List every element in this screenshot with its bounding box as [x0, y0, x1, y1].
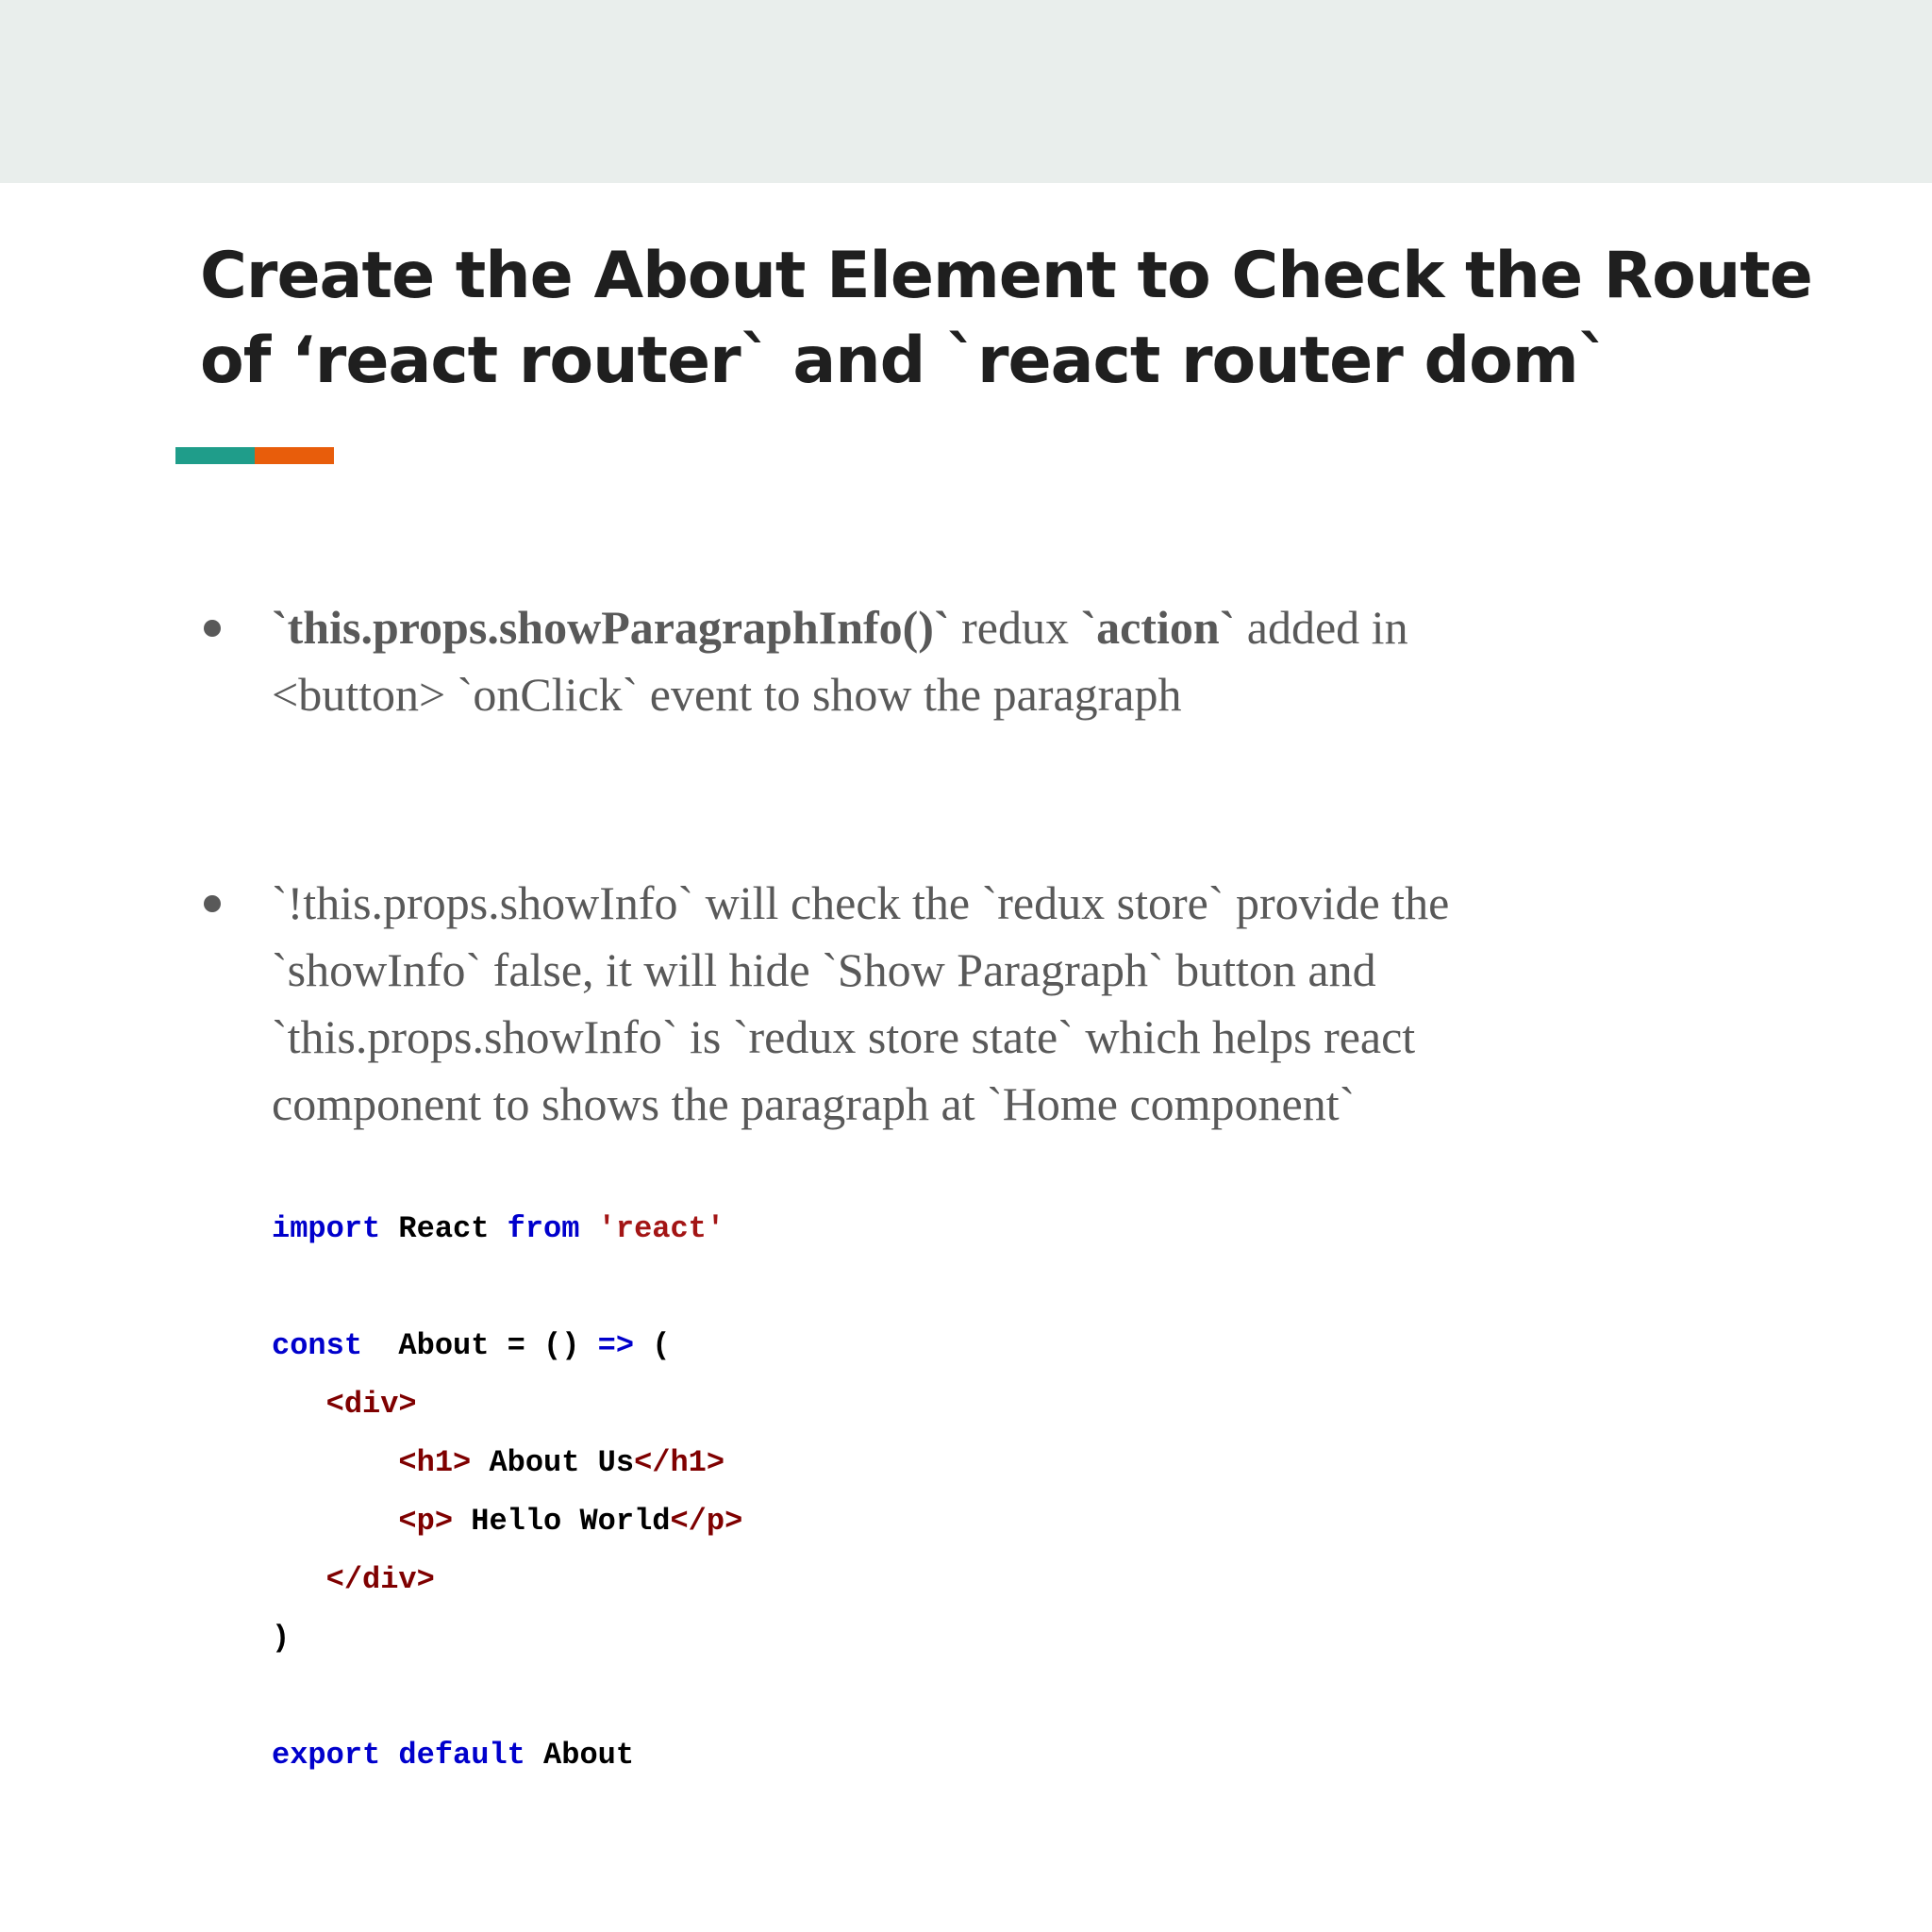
bullet-dot-icon: [204, 620, 221, 637]
code-line-import: [272, 1200, 742, 1258]
indent: [272, 1504, 398, 1539]
bullet-dot-icon: [204, 895, 221, 912]
code-line-h1: [272, 1434, 742, 1492]
arrow-operator: =>: [597, 1328, 635, 1363]
code-line-div-close: [272, 1551, 742, 1609]
jsx-tag: </div>: [325, 1562, 435, 1597]
keyword: default: [398, 1738, 525, 1773]
action-term: `action`: [1080, 601, 1236, 654]
indent: [272, 1387, 326, 1422]
title-line-2: of ‘react router` and `react router dom`: [200, 324, 1609, 398]
keyword: import: [272, 1211, 381, 1246]
keyword: from: [507, 1211, 580, 1246]
code-block: [272, 1200, 742, 1785]
code-line-close-paren: ): [272, 1621, 291, 1656]
code-line-export: [272, 1726, 742, 1785]
bullet-1-line-1: [272, 594, 1766, 661]
code-line-const: [272, 1317, 742, 1375]
accent-bar-teal: [175, 447, 255, 464]
bullet-1-line-2: <button> `onClick` event to show the paragraph: [272, 668, 1182, 721]
jsx-tag: </h1>: [634, 1445, 725, 1480]
header-band: [0, 0, 1932, 183]
bullet-2-line-2: `showInfo` false, it will hide `Show Paragraph` button and: [272, 943, 1376, 996]
accent-bar-orange: [255, 447, 334, 464]
code-line-p: [272, 1492, 742, 1551]
indent: [272, 1562, 326, 1597]
bullet-text: redux: [949, 601, 1081, 654]
bullet-2-line-3: `this.props.showInfo` is `redux store state` which helps react: [272, 1010, 1416, 1063]
code-method-name: `this.props.showParagraphInfo()`: [272, 601, 950, 654]
identifier: About: [525, 1738, 635, 1773]
jsx-tag: <p>: [398, 1504, 454, 1539]
code-line-blank: [272, 1668, 742, 1726]
bullet-item-2: [200, 870, 1766, 1138]
space: [380, 1738, 398, 1773]
keyword: const: [272, 1328, 363, 1363]
bullet-text: added in: [1235, 601, 1408, 654]
jsx-text: Hello World: [453, 1504, 671, 1539]
jsx-tag: <div>: [325, 1387, 417, 1422]
bullet-item-1: [200, 594, 1766, 728]
code-line-blank: [272, 1258, 742, 1317]
bullet-list: [200, 594, 1766, 1138]
jsx-text: About Us: [471, 1445, 635, 1480]
string-literal: 'react': [579, 1211, 725, 1246]
jsx-tag: <h1>: [398, 1445, 472, 1480]
title-line-1: Create the About Element to Check the Route: [200, 239, 1812, 313]
code-line-div-open: [272, 1375, 742, 1434]
slide-title: [200, 234, 1860, 404]
identifier: React: [380, 1211, 508, 1246]
bullet-2-line-4: component to shows the paragraph at `Home component`: [272, 1077, 1356, 1130]
paren: (: [634, 1328, 671, 1363]
keyword: export: [272, 1738, 381, 1773]
jsx-tag: </p>: [670, 1504, 743, 1539]
bullet-2-line-1: `!this.props.showInfo` will check the `redux store` provide the: [272, 876, 1450, 929]
indent: [272, 1445, 398, 1480]
identifier: About = (): [362, 1328, 598, 1363]
